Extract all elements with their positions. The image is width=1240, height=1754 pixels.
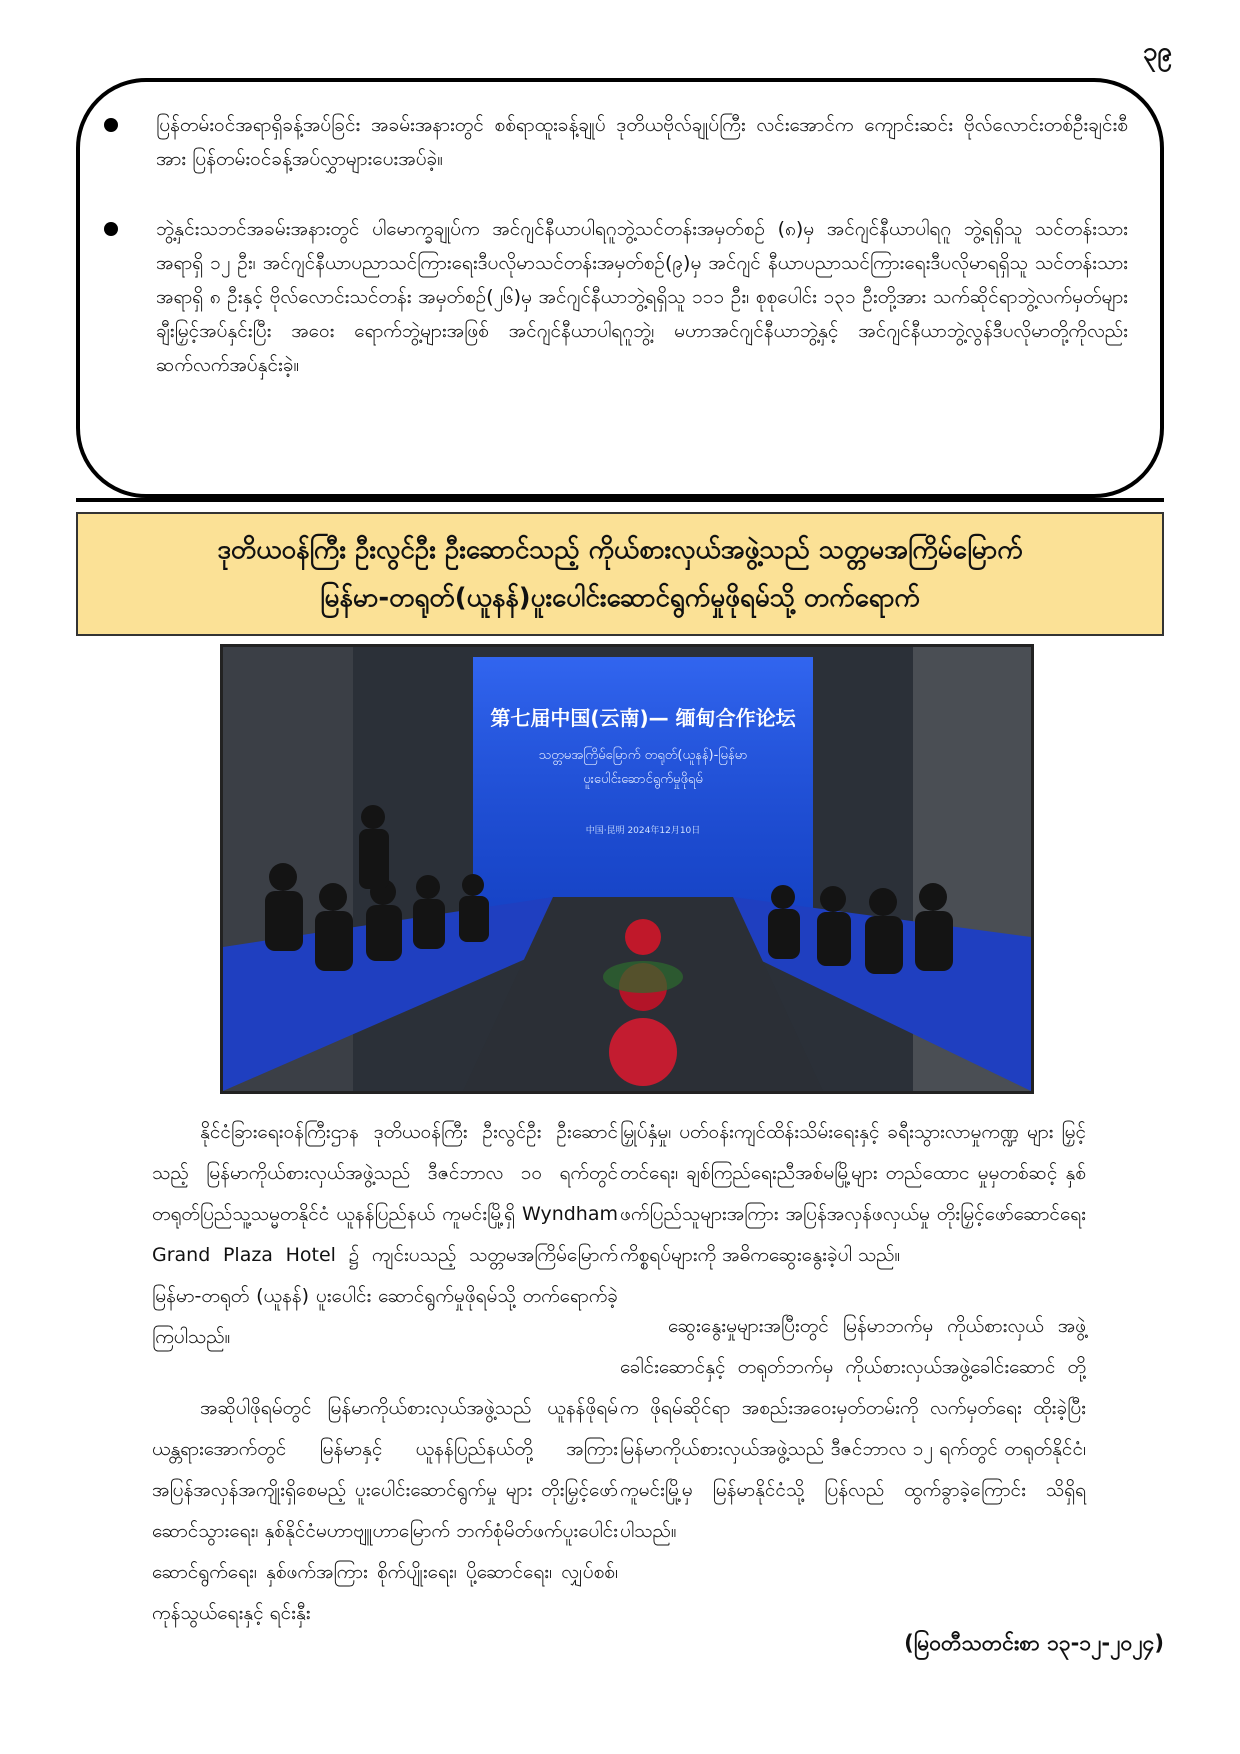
headline-line-1: ဒုတိယဝန်ကြီး ဦးလွင်ဦး ဦးဆောင်သည့် ကိုယ်စားလှယ်အဖွဲ့သည် သတ္တမအကြိမ်မြောက် bbox=[217, 535, 1023, 565]
article-column-left bbox=[152, 1112, 618, 1634]
headline-line-2: မြန်မာ-တရုတ်(ယူနန်)ပူးပေါင်းဆောင်ရွက်မှုဖိုရမ်သို့ တက်ရောက် bbox=[320, 583, 920, 613]
article-column-right bbox=[620, 1112, 1086, 1552]
article-paragraph: အဆိုပါဖိုရမ်တွင် မြန်မာကိုယ်စားလှယ်အဖွဲ့သည် ယူနန်ဖိုရမ်ယန္တရားအောက်တွင် မြန်မာနှင့် ယူနန်ပြည်နယ်တို့ အကြား အပြန်အလှန်အကျိုးရှိစေမည့် ပူးပေါင်းဆောင်ရွက်မှု များ တိုးမြှင့်ဖော်ဆောင်သွားရေး၊ နှစ်နိုင်ငံမဟာဗျူဟာမြောက် ဘက်စုံမိတ်ဖက်ပူးပေါင်းဆောင်ရွက်ရေး၊ နှစ်ဖက်အကြား စိုက်ပျိုးရေး၊ ပို့ဆောင်ရေး၊ လျှပ်စစ်၊ ကုန်သွယ်ရေးနှင့် ရင်းနှီး bbox=[152, 1397, 618, 1624]
screen-title: 第七届中国(云南)— 缅甸合作论坛 bbox=[490, 706, 796, 730]
forum-photo bbox=[220, 644, 1034, 1094]
bullet-dot-icon bbox=[104, 222, 118, 236]
section-divider bbox=[76, 498, 1164, 502]
bullet-dot-icon bbox=[104, 118, 118, 132]
screen-line-3: ပူးပေါင်းဆောင်ရွက်မှုဖိုရမ် bbox=[583, 772, 703, 787]
bullet-text: ဘွဲ့နှင်းသဘင်အခမ်းအနားတွင် ပါမောက္ခချုပ်က အင်ဂျင်နီယာပါရဂူဘွဲ့သင်တန်းအမှတ်စဉ် (၈)မှ အင်ဂျင်နီယာပါရဂူ ဘွဲ့ရရှိသူ သင်တန်းသားအရာရှိ ၁၂ ဦး၊ အင်ဂျင်နီယာပညာသင်ကြားရေးဒီပလိုမာသင်တန်းအမှတ်စဉ်(၉)မှ အင်ဂျင် နီယာပညာသင်ကြားရေးဒီပလိုမာရရှိသူ သင်တန်းသားအရာရှိ ၈ ဦးနှင့် ဗိုလ်လောင်းသင်တန်း အမှတ်စဉ်(၂၆)မှ အင်ဂျင်နီယာဘွဲ့ရရှိသူ ၁၁၁ ဦး၊ စုစုပေါင်း ၁၃၁ ဦးတို့အား သက်ဆိုင်ရာဘွဲ့လက်မှတ်များ ချီးမြှင့်အပ်နှင်းပြီး အဝေး ရောက်ဘွဲ့များအဖြစ် အင်ဂျင်နီယာပါရဂူဘွဲ့၊ မဟာအင်ဂျင်နီယာဘွဲ့နှင့် အင်ဂျင်နီယာဘွဲ့လွန်ဒီပလိုမာတို့ကိုလည်း ဆက်လက်အပ်နှင်းခဲ့။ bbox=[156, 218, 1128, 376]
screen-line-2: သတ္တမအကြိမ်မြောက် တရုတ်(ယူနန်)-မြန်မာ bbox=[538, 748, 748, 763]
article-paragraph: မြှုပ်နှံမှု၊ ပတ်ဝန်းကျင်ထိန်းသိမ်းရေးနှင့် ခရီးသွားလာမှုကဏ္ဍ များ မြှင့်တင်ရေး၊ ချစ်ကြည်ရေးညီအစ်မမြို့များ တည်ထောင မှုမှတစ်ဆင့် နှစ်ဖက်ပြည်သူများအကြား အပြန်အလှန်ဖလှယ်မှု တိုးမြှင့်ဖော်ဆောင်ရေးကိစ္စရပ်များကို အဓိကဆွေးနွေးခဲ့ပါ သည်။ bbox=[620, 1121, 1086, 1266]
headline-box bbox=[76, 512, 1164, 636]
page-number: ၃၉ bbox=[1142, 37, 1172, 67]
highlights-box bbox=[76, 78, 1164, 498]
bullet-text: ပြန်တမ်းဝင်အရာရှိခန့်အပ်ခြင်း အခမ်းအနားတွင် စစ်ရာထူးခန့်ချုပ် ဒုတိယဗိုလ်ချုပ်ကြီး လင်းအောင်က ကျောင်းဆင်း ဗိုလ်လောင်းတစ်ဦးချင်းစီအား ပြန်တမ်းဝင်ခန့်အပ်လွှာများပေးအပ်ခဲ့။ bbox=[156, 114, 1128, 170]
bullet-item bbox=[104, 212, 1128, 382]
article-paragraph: ဆွေးနွေးမှုများအပြီးတွင် မြန်မာဘက်မှ ကိုယ်စားလှယ် အဖွဲ့ခေါင်းဆောင်နှင့် တရုတ်ဘက်မှ ကိုယ်စားလှယ်အဖွဲ့ခေါင်းဆောင် တို့က ဖိုရမ်ဆိုင်ရာ အစည်းအဝေးမှတ်တမ်းကို လက်မှတ်ရေး ထိုးခဲ့ပြီး မြန်မာကိုယ်စားလှယ်အဖွဲ့သည် ဒီဇင်ဘာလ ၁၂ ရက်တွင် တရုတ်နိုင်ငံ၊ ကူမင်းမြို့မှ မြန်မာနိုင်ငံသို့ ပြန်လည် ထွက်ခွာခဲ့ကြောင်း သိရှိရပါသည်။ bbox=[620, 1315, 1086, 1542]
source-citation: (မြဝတီသတင်းစာ ၁၃-၁၂-၂၀၂၄) bbox=[904, 1631, 1164, 1655]
screen-date: 中国·昆明 2024年12月10日 bbox=[585, 826, 701, 836]
article-paragraph: နိုင်ငံခြားရေးဝန်ကြီးဌာန ဒုတိယဝန်ကြီး ဦးလွင်ဦး ဦးဆောင်သည့် မြန်မာကိုယ်စားလှယ်အဖွဲ့သည် ဒီဇင်ဘာလ ၁၀ ရက်တွင် တရုတ်ပြည်သူ့သမ္မတနိုင်ငံ ယူနန်ပြည်နယ် ကူမင်းမြို့ရှိ Wyndham Grand Plaza Hotel ၌ ကျင်းပသည့် သတ္တမအကြိမ်မြောက် မြန်မာ-တရုတ် (ယူနန်) ပူးပေါင်း ဆောင်ရွက်မှုဖိုရမ်သို့ တက်ရောက်ခဲ့ကြပါသည်။ bbox=[152, 1121, 618, 1348]
bullet-item bbox=[104, 108, 1128, 176]
